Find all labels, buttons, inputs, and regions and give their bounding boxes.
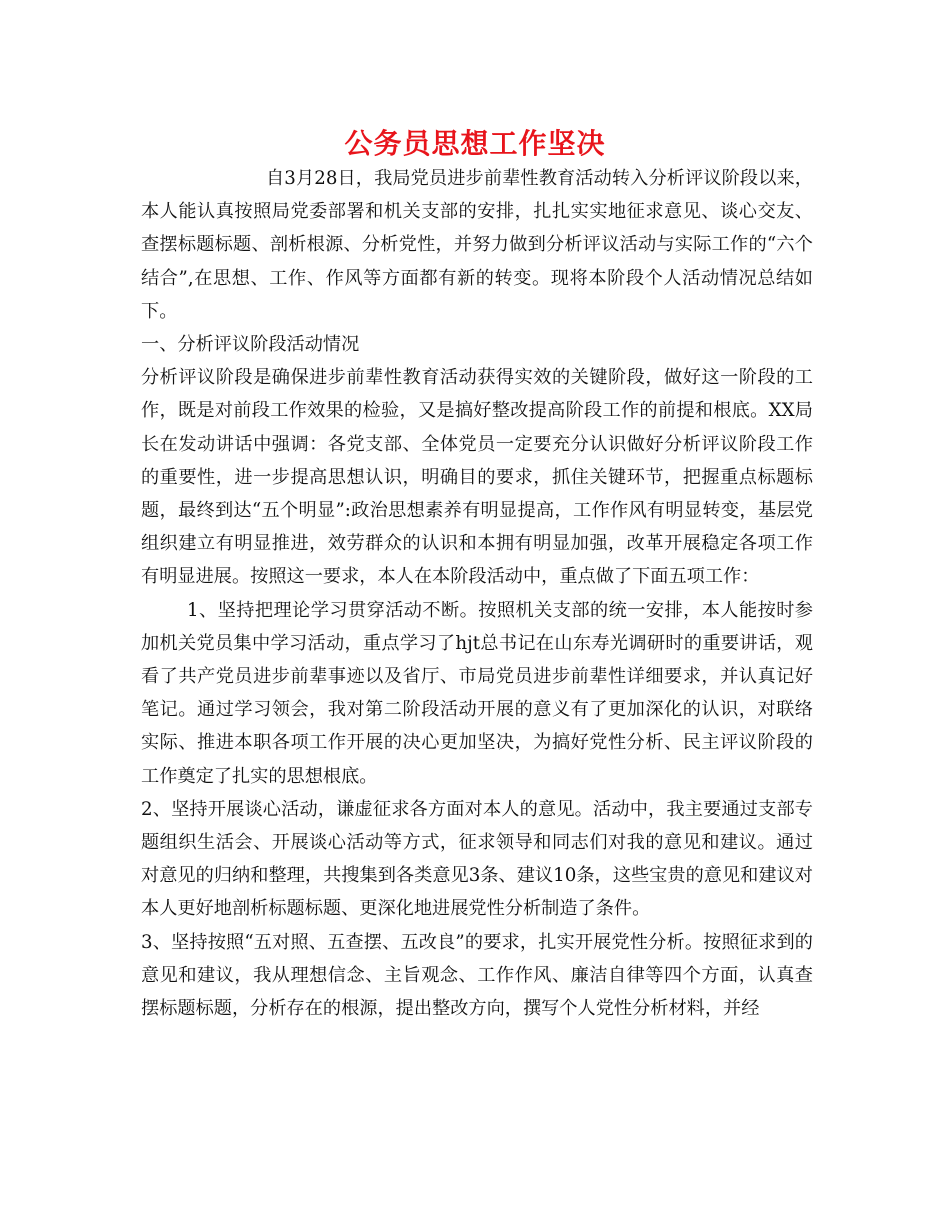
paragraph-item-3: 3、坚持按照“五对照、五查摆、五改良”的要求，扎实开展党性分析。按照征求到的意见和建议，我从理想信念、主旨观念、工作作风、廉洁自律等四个方面，认真查摆标题标题，分析存在的根源，提出整改方向，撰写个人党性分析材料，并经 [141,931,813,1020]
document-body [141,162,813,1025]
paragraph-intro: 自3月28日，我局党员进步前辈性教育活动转入分析评议阶段以来，本人能认真按照局党委部署和机关支部的安排，扎扎实实地征求意见、谈心交友、查摆标题标题、剖析根源、分析党性，并努力做到分析评议活动与实际工作的“六个结合”,在思想、工作、作风等方面都有新的转变。现将本阶段个人活动情况总结如下。 [141,168,813,322]
paragraph-item-2: 2、坚持开展谈心活动，谦虚征求各方面对本人的意见。活动中，我主要通过支部专题组织生活会、开展谈心活动等方式，征求领导和同志们对我的意见和建议。通过对意见的归纳和整理，共搜集到各类意见3条、建议10条，这些宝贵的意见和建议对本人更好地剖析标题标题、更深化地进展党性分析制造了条件。 [141,798,813,920]
paragraph-stage-overview: 分析评议阶段是确保进步前辈性教育活动获得实效的关键阶段，做好这一阶段的工作，既是对前段工作效果的检验，又是搞好整改提高阶段工作的前提和根底。XX局长在发动讲话中强调：各党支部、全体党员一定要充分认识做好分析评议阶段工作的重要性，进一步提高思想认识，明确目的要求，抓住关键环节，把握重点标题标题，最终到达“五个明显”:政治思想素养有明显提高，工作作风有明显转变，基层党组织建立有明显推进，效劳群众的认识和本拥有明显加强，改革开展稳定各项工作有明显进展。按照这一要求，本人在本阶段活动中，重点做了下面五项工作： [141,367,813,588]
document-title: 公务员思想工作坚决 [344,127,606,160]
section-heading: 一、分析评议阶段活动情况 [141,334,360,356]
paragraph-item-1: 1、坚持把理论学习贯穿活动不断。按照机关支部的统一安排，本人能按时参加机关党员集中学习活动，重点学习了hjt总书记在山东寿光调研时的重要讲话，观看了共产党员进步前辈事迹以及省厅、市局党员进步前辈性详细要求，并认真记好笔记。通过学习领会，我对第二阶段活动开展的意义有了更加深化的认识，对联络实际、推进本职各项工作开展的决心更加坚决，为搞好党性分析、民主评议阶段的工作奠定了扎实的思想根底。 [141,599,813,787]
